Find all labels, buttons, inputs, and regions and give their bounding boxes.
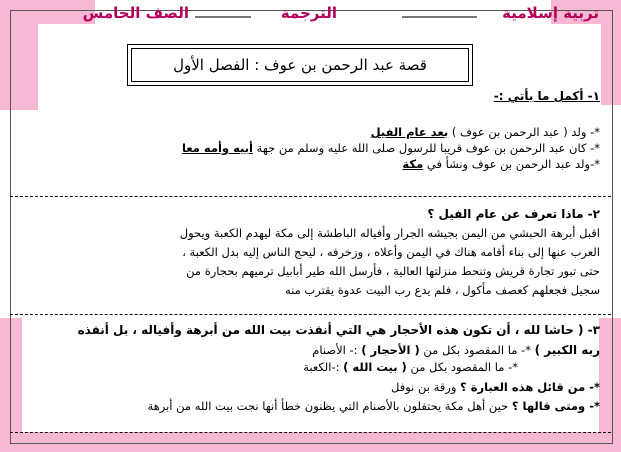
- q3-item-4: [16, 398, 600, 414]
- q1-line-2: [16, 140, 600, 156]
- q3-item-3: [16, 379, 600, 395]
- grade-label: الصف الخامس: [82, 4, 189, 22]
- q3-item-1-answer: :- الأصنام: [312, 343, 358, 357]
- q3-item-2-term: ( بيت الله ): [343, 360, 407, 374]
- q3-item-2: [16, 359, 600, 375]
- q1-line-3-text: *-ولد عبد الرحمن بن عوف ونشأ في: [426, 157, 600, 171]
- q1-line-1-answer: بعد عام الفيل: [370, 125, 449, 139]
- page-header: [12, 4, 609, 26]
- q3-item-2-answer: :-الكعبة: [303, 360, 340, 374]
- q3-item-3-question: *- من قائل هذه العبارة ؟: [460, 380, 600, 394]
- q1-line-1: [16, 124, 600, 140]
- header-line: [195, 16, 251, 18]
- q3-quote-line-2: ربه الكبير ): [534, 343, 600, 357]
- q2-text-line: اقبل أبرهة الحبشي من اليمن بجيشه الجرار وأفياله الباطشة إلى مكة ليهدم الكعبة ويحول: [179, 226, 600, 240]
- q1-heading: ١- أكمل ما يأتي :-: [493, 89, 600, 103]
- separator-3: [10, 432, 611, 433]
- q1-line-3-answer: مكة: [402, 157, 424, 171]
- q2-text-line: حتى تبور تجارة قريش وتنحط منزلتها العالية ، فأرسل الله طير أبابيل ترميهم بحجارة من: [186, 264, 600, 278]
- question-3: [16, 322, 600, 414]
- q3-item-4-question: *- ومتى قالها ؟: [511, 399, 600, 413]
- question-1: [16, 88, 600, 172]
- q1-line-2-answer: أبيه وأمه معا: [181, 141, 254, 155]
- q1-line-3: [16, 156, 600, 172]
- q3-item-1-text: *- ما المقصود بكل من: [423, 343, 531, 357]
- lesson-type-label: الترجمة: [280, 4, 337, 22]
- q3-item-2-text: *- ما المقصود بكل من: [410, 360, 518, 374]
- q3-quote-line-1: ٣- ( حاشا لله ، أن تكون هذه الأحجار هي التي أنقذت بيت الله من أبرهة وأفياله ، بل أنقذه: [77, 323, 600, 337]
- q1-line-2-text: *- كان عبد الرحمن بن عوف قريبا للرسول صلى الله عليه وسلم من جهة: [256, 141, 600, 155]
- q3-item-4-answer: حين أهل مكة يحتفلون بالأصنام التي يظنون خطأ أنها نجت بيت الله من أبرهة: [147, 399, 509, 413]
- page-title: قصة عبد الرحمن بن عوف : الفصل الأول: [131, 48, 469, 82]
- header-line: [402, 16, 477, 18]
- question-2: [16, 206, 600, 298]
- q2-text-line: سجيل فجعلهم كعصف مأكول ، فلم يدع رب البيت عدوة يقترب منه: [284, 283, 600, 297]
- separator-2: [10, 314, 611, 315]
- q3-item-3-answer: ورقة بن نوفل: [390, 380, 457, 394]
- separator-1: [10, 196, 611, 197]
- q1-line-1-text: *- ولد ( عبد الرحمن بن عوف ): [451, 125, 600, 139]
- q2-text-line: العرب عنها إلى بناء أقامه هناك في اليمن وأعلاه ، وزخرفه ، ليحج الناس إليه بدل الكعبة ،: [182, 245, 600, 259]
- subject-label: تربية إسلامية: [502, 4, 599, 22]
- q3-item-1-term: ( الأحجار ): [361, 343, 420, 357]
- q2-heading: ٢- ماذا تعرف عن عام الفيل ؟: [427, 207, 600, 221]
- q3-item-1: [16, 342, 600, 358]
